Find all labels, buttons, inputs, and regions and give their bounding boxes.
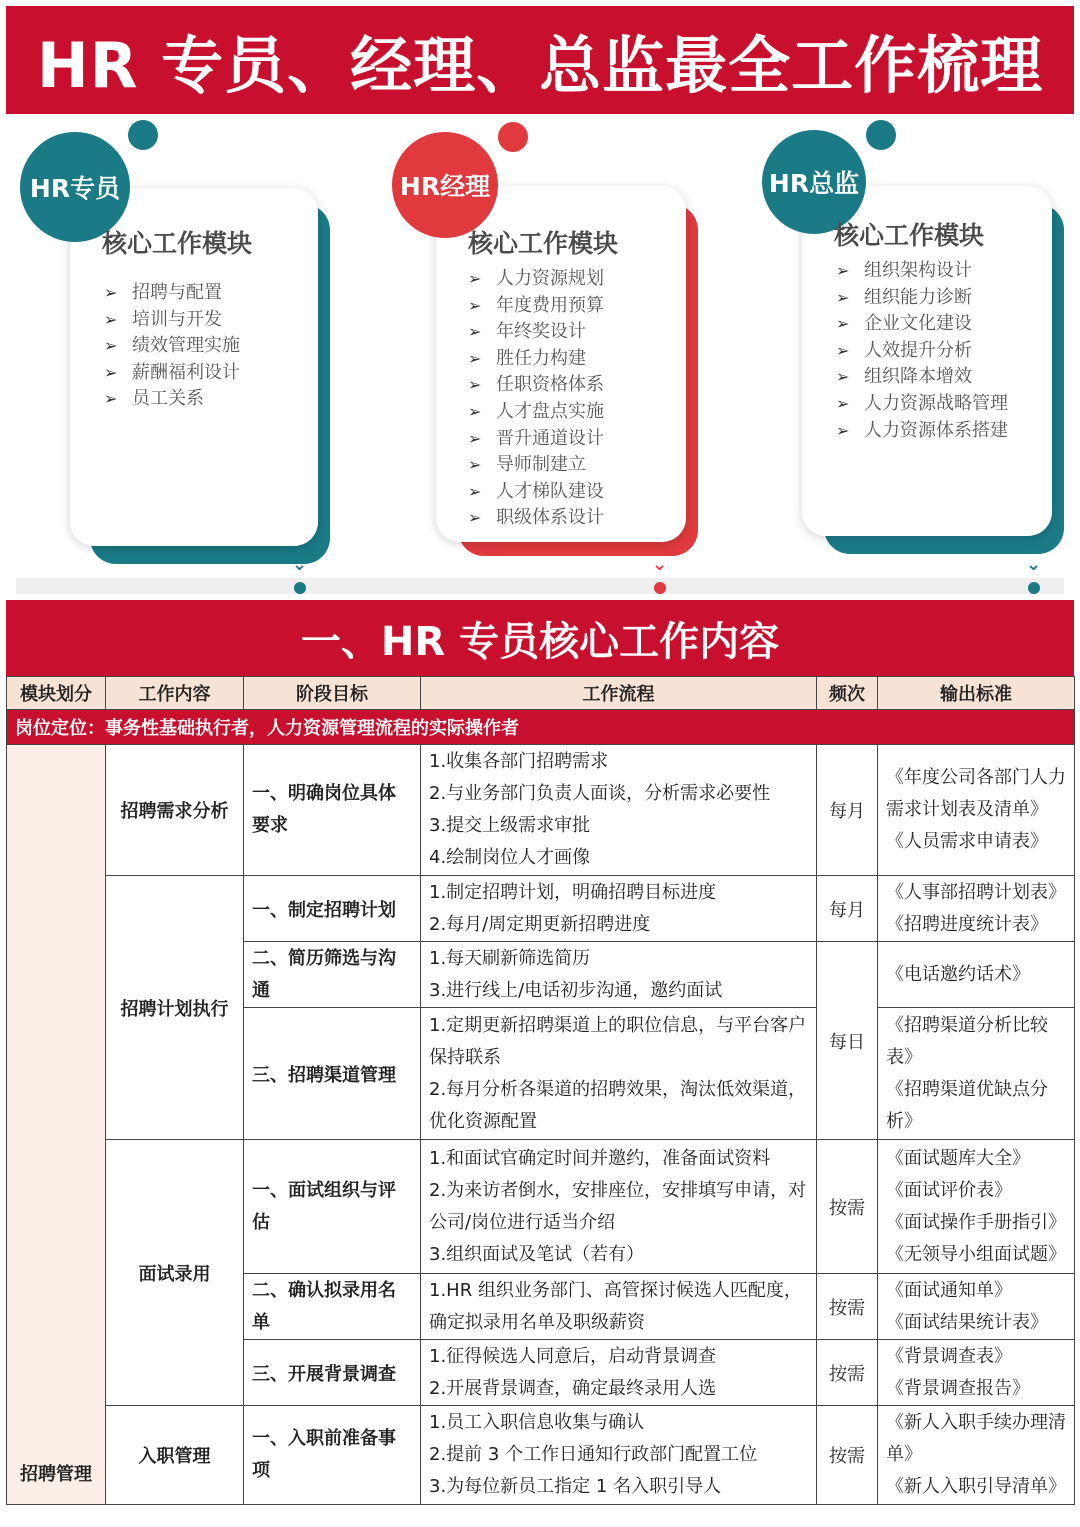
decor-dot xyxy=(294,582,306,594)
arrow-icon: ➢ xyxy=(104,389,118,409)
card-item: ➢ 组织架构设计 xyxy=(836,258,1008,285)
position-note: 岗位定位：事务性基础执行者，人力资源管理流程的实际操作者 xyxy=(7,710,1075,745)
arrow-icon: ➢ xyxy=(468,322,482,342)
card-items xyxy=(836,258,1008,444)
card-item: ➢ 人力资源战略管理 xyxy=(836,391,1008,418)
card-item: ➢ 招聘与配置 xyxy=(104,280,240,307)
goal-cell: 二、确认拟录用名单 xyxy=(244,1274,421,1340)
decor-dot xyxy=(498,122,528,152)
arrow-icon: ➢ xyxy=(104,283,118,302)
module-cell: 招聘管理 xyxy=(7,745,106,1505)
arrow-icon: ➢ xyxy=(104,309,118,329)
content-cell: 面试录用 xyxy=(106,1140,244,1406)
arrow-icon: ➢ xyxy=(468,375,482,395)
column-header: 阶段目标 xyxy=(244,677,421,710)
card-items xyxy=(468,266,604,532)
table-row xyxy=(7,745,1075,876)
card-title: 核心工作模块 xyxy=(468,229,619,258)
goal-cell: 三、开展背景调查 xyxy=(244,1340,421,1406)
output-cell: 《年度公司各部门人力需求计划表及清单》 《人员需求申请表》 xyxy=(878,745,1075,876)
table-row xyxy=(7,876,1075,942)
arrow-icon: ➢ xyxy=(836,340,850,360)
card-item: ➢ 人力资源规划 xyxy=(468,266,604,293)
arrow-icon: ➢ xyxy=(836,287,850,307)
goal-cell: 一、面试组织与评估 xyxy=(244,1140,421,1274)
badge-hr-manager: HR经理 xyxy=(392,132,498,238)
card-item: ➢ 年度费用预算 xyxy=(468,293,604,320)
output-cell: 《新人入职手续办理清单》 《新人入职引导清单》 xyxy=(878,1406,1075,1505)
card-item: ➢ 企业文化建设 xyxy=(836,311,1008,338)
freq-cell: 按需 xyxy=(817,1406,878,1505)
arrow-icon: ➢ xyxy=(836,367,850,387)
freq-cell: 按需 xyxy=(817,1274,878,1340)
process-cell: 1.每天刷新筛选简历 3.进行线上/电话初步沟通，邀约面试 xyxy=(421,942,817,1008)
output-cell: 《背景调查表》 《背景调查报告》 xyxy=(878,1340,1075,1406)
content-cell: 招聘计划执行 xyxy=(106,876,244,1140)
table-row xyxy=(7,1406,1075,1505)
decor-dot xyxy=(128,120,158,150)
goal-cell: 一、明确岗位具体要求 xyxy=(244,745,421,876)
arrow-icon: ➢ xyxy=(468,269,482,288)
card-item: ➢ 绩效管理实施 xyxy=(104,333,240,360)
arrow-icon: ➢ xyxy=(468,428,482,448)
process-cell: 1.和面试官确定时间并邀约，准备面试资料 2.为来访者倒水，安排座位，安排填写申请，对公司/岗位进行适当介绍 3.组织面试及笔试（若有） xyxy=(421,1140,817,1274)
column-header: 频次 xyxy=(817,677,878,710)
decor-dot xyxy=(866,120,896,150)
goal-cell: 一、制定招聘计划 xyxy=(244,876,421,942)
card-item: ➢ 人才梯队建设 xyxy=(468,479,604,506)
card-item: ➢ 晋升通道设计 xyxy=(468,426,604,453)
chevron-down-icon: ⌄ xyxy=(652,554,668,575)
card-item: ➢ 人力资源体系搭建 xyxy=(836,418,1008,445)
card-items xyxy=(104,280,240,413)
output-cell: 《电话邀约话术》 xyxy=(878,942,1075,1008)
column-header: 模块划分 xyxy=(7,677,106,710)
card-item: ➢ 培训与开发 xyxy=(104,307,240,334)
chevron-down-icon: ⌄ xyxy=(292,554,308,575)
output-cell: 《招聘渠道分析比较表》 《招聘渠道优缺点分析》 xyxy=(878,1008,1075,1140)
badge-hr-director: HR总监 xyxy=(762,130,866,234)
work-content-table xyxy=(6,676,1075,1505)
card-item: ➢ 导师制建立 xyxy=(468,452,604,479)
card-item: ➢ 任职资格体系 xyxy=(468,372,604,399)
table-header-row xyxy=(7,677,1075,710)
arrow-icon: ➢ xyxy=(104,336,118,356)
card-title: 核心工作模块 xyxy=(834,221,985,250)
process-cell: 1.HR 组织业务部门、高管探讨候选人匹配度，确定拟录用名单及职级薪资 xyxy=(421,1274,817,1340)
column-header: 工作流程 xyxy=(421,677,817,710)
position-note-row xyxy=(7,710,1075,745)
card-item: ➢ 胜任力构建 xyxy=(468,346,604,373)
process-cell: 1.收集各部门招聘需求 2.与业务部门负责人面谈，分析需求必要性 3.提交上级需求审批 4.绘制岗位人才画像 xyxy=(421,745,817,876)
section-title: 一、HR 专员核心工作内容 xyxy=(6,600,1074,676)
card-item: ➢ 职级体系设计 xyxy=(468,505,604,532)
arrow-icon: ➢ xyxy=(836,261,850,280)
card-item: ➢ 员工关系 xyxy=(104,386,240,413)
card-item: ➢ 组织能力诊断 xyxy=(836,285,1008,312)
card-item: ➢ 组织降本增效 xyxy=(836,364,1008,391)
card-item: ➢ 人才盘点实施 xyxy=(468,399,604,426)
process-cell: 1.员工入职信息收集与确认 2.提前 3 个工作日通知行政部门配置工位 3.为每位新员工指定 1 名入职引导人 xyxy=(421,1406,817,1505)
arrow-icon: ➢ xyxy=(468,348,482,368)
arrow-icon: ➢ xyxy=(468,455,482,475)
freq-cell: 按需 xyxy=(817,1140,878,1274)
process-cell: 1.定期更新招聘渠道上的职位信息，与平台客户保持联系 2.每月分析各渠道的招聘效果，淘汰低效渠道，优化资源配置 xyxy=(421,1008,817,1140)
arrow-icon: ➢ xyxy=(836,420,850,440)
column-header: 工作内容 xyxy=(106,677,244,710)
arrow-icon: ➢ xyxy=(104,362,118,382)
output-cell: 《面试通知单》 《面试结果统计表》 xyxy=(878,1274,1075,1340)
card-item: ➢ 年终奖设计 xyxy=(468,319,604,346)
output-cell: 《面试题库大全》 《面试评价表》 《面试操作手册指引》 《无领导小组面试题》 xyxy=(878,1140,1075,1274)
goal-cell: 二、简历筛选与沟通 xyxy=(244,942,421,1008)
decor-dot xyxy=(1028,582,1040,594)
freq-cell: 每日 xyxy=(817,942,878,1140)
modules-overview xyxy=(6,118,1074,600)
card-item: ➢ 人效提升分析 xyxy=(836,338,1008,365)
card-title: 核心工作模块 xyxy=(102,229,253,258)
arrow-icon: ➢ xyxy=(468,481,482,501)
arrow-icon: ➢ xyxy=(468,508,482,528)
freq-cell: 每月 xyxy=(817,876,878,942)
goal-cell: 一、入职前准备事项 xyxy=(244,1406,421,1505)
arrow-icon: ➢ xyxy=(468,401,482,421)
arrow-icon: ➢ xyxy=(468,295,482,315)
card-item: ➢ 薪酬福利设计 xyxy=(104,360,240,387)
arrow-icon: ➢ xyxy=(836,393,850,413)
output-cell: 《人事部招聘计划表》 《招聘进度统计表》 xyxy=(878,876,1075,942)
goal-cell: 三、招聘渠道管理 xyxy=(244,1008,421,1140)
process-cell: 1.征得候选人同意后，启动背景调查 2.开展背景调查，确定最终录用人选 xyxy=(421,1340,817,1406)
column-header: 输出标准 xyxy=(878,677,1075,710)
process-cell: 1.制定招聘计划，明确招聘目标进度 2.每月/周定期更新招聘进度 xyxy=(421,876,817,942)
freq-cell: 每月 xyxy=(817,745,878,876)
chevron-down-icon: ⌄ xyxy=(1026,554,1042,575)
decor-dot xyxy=(654,582,666,594)
cards-floor xyxy=(16,578,1064,594)
table-row xyxy=(7,1140,1075,1274)
content-cell: 入职管理 xyxy=(106,1406,244,1505)
badge-hr-specialist: HR专员 xyxy=(20,132,130,242)
content-cell: 招聘需求分析 xyxy=(106,745,244,876)
page-title: HR 专员、经理、总监最全工作梳理 xyxy=(6,6,1074,114)
freq-cell: 按需 xyxy=(817,1340,878,1406)
arrow-icon: ➢ xyxy=(836,314,850,334)
